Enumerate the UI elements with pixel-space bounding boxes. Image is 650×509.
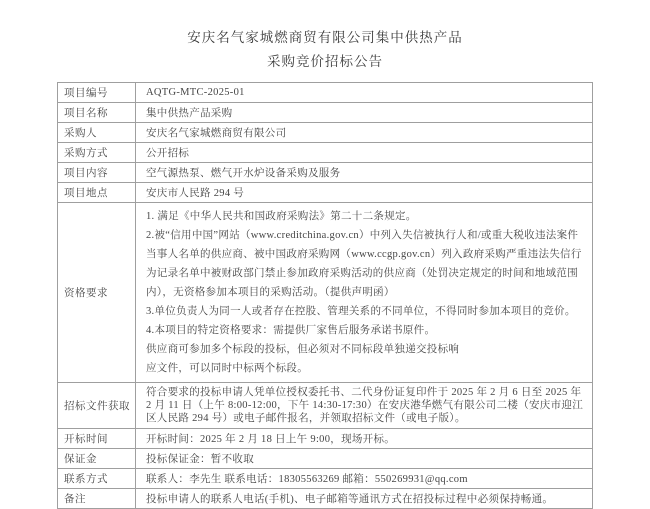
doc-title-line1: 安庆名气家城燃商贸有限公司集中供热产品 bbox=[187, 30, 463, 45]
row-value: 安庆名气家城燃商贸有限公司 bbox=[136, 123, 593, 143]
row-value: 公开招标 bbox=[136, 143, 593, 163]
table-row-bid-opening-time bbox=[58, 429, 593, 449]
qualification-paragraph-3: 3.单位负责人为同一人或者存在控股、管理关系的不同单位，不得同时参加本项目的竞价。 bbox=[146, 306, 576, 317]
row-label: 采购方式 bbox=[58, 143, 136, 163]
announcement-table bbox=[57, 82, 593, 509]
row-value: 安庆市人民路 294 号 bbox=[136, 183, 593, 203]
row-value: AQTG-MTC-2025-01 bbox=[136, 83, 593, 103]
row-value: 联系人：李先生 联系电话：18305563269 邮箱：550269931@qq.com bbox=[136, 469, 593, 489]
qualification-paragraph-4: 4.本项目的特定资格要求：需提供厂家售后服务承诺书原件。 bbox=[146, 325, 436, 336]
row-label: 资格要求 bbox=[58, 203, 136, 383]
row-label: 联系方式 bbox=[58, 469, 136, 489]
table-row-qualification-requirements bbox=[58, 203, 593, 383]
table-row-remarks bbox=[58, 489, 593, 509]
row-label: 采购人 bbox=[58, 123, 136, 143]
qualification-paragraph-6: 应文件，可以同时中标两个标段。 bbox=[146, 363, 308, 374]
row-label: 项目编号 bbox=[58, 83, 136, 103]
row-label: 项目地点 bbox=[58, 183, 136, 203]
row-label: 备注 bbox=[58, 489, 136, 509]
row-label: 项目内容 bbox=[58, 163, 136, 183]
row-value: 投标申请人的联系人电话(手机)、电子邮箱等通讯方式在招投标过程中必须保持畅通。 bbox=[136, 489, 593, 509]
row-label: 开标时间 bbox=[58, 429, 136, 449]
table-row-bid-document-acquisition bbox=[58, 383, 593, 429]
qualification-paragraph-5: 供应商可参加多个标段的投标，但必须对不同标段单独递交投标响 bbox=[146, 344, 460, 355]
row-value: 投标保证金：暂不收取 bbox=[136, 449, 593, 469]
row-label: 保证金 bbox=[58, 449, 136, 469]
table-row-procurement-method bbox=[58, 143, 593, 163]
row-value bbox=[136, 203, 593, 383]
table-row-project-location bbox=[58, 183, 593, 203]
table-row-project-number bbox=[58, 83, 593, 103]
table-row-purchaser bbox=[58, 123, 593, 143]
doc-title bbox=[0, 26, 650, 74]
doc-title-line2: 采购竞价招标公告 bbox=[267, 54, 383, 69]
row-label: 招标文件获取 bbox=[58, 383, 136, 429]
table-row-deposit bbox=[58, 449, 593, 469]
row-value: 空气源热泵、燃气开水炉设备采购及服务 bbox=[136, 163, 593, 183]
table-row-contact-info bbox=[58, 469, 593, 489]
table-row-project-content bbox=[58, 163, 593, 183]
row-value: 集中供热产品采购 bbox=[136, 103, 593, 123]
row-value: 开标时间：2025 年 2 月 18 日上午 9:00，现场开标。 bbox=[136, 429, 593, 449]
row-label: 项目名称 bbox=[58, 103, 136, 123]
qualification-paragraph-2: 2.被“信用中国”网站（www.creditchina.gov.cn）中列入失信被执行人和/或重大税收违法案件当事人名单的供应商、被中国政府采购网（www.ccgp.gov.cn）列入政府采购严重违法失信行为记录名单中被财政部门禁止参加政府采购活动的供应商（处罚决定规定的时间和地域范围内），无资格参加本项目的采购活动。（提供声明函） bbox=[146, 230, 582, 298]
table-row-project-name bbox=[58, 103, 593, 123]
row-value: 符合要求的投标申请人凭单位授权委托书、二代身份证复印件于 2025 年 2 月 6 日至 2025 年 2 月 11 日（上午 8:00-12:00，下午 14:30-17:30）在安庆港华燃气有限公司二楼（安庆市迎江区人民路 294 号）或电子邮件报名，并领取招标文件（或电子版）。 bbox=[136, 383, 593, 429]
qualification-paragraph-1: 1. 满足《中华人民共和国政府采购法》第二十二条规定。 bbox=[146, 211, 417, 222]
